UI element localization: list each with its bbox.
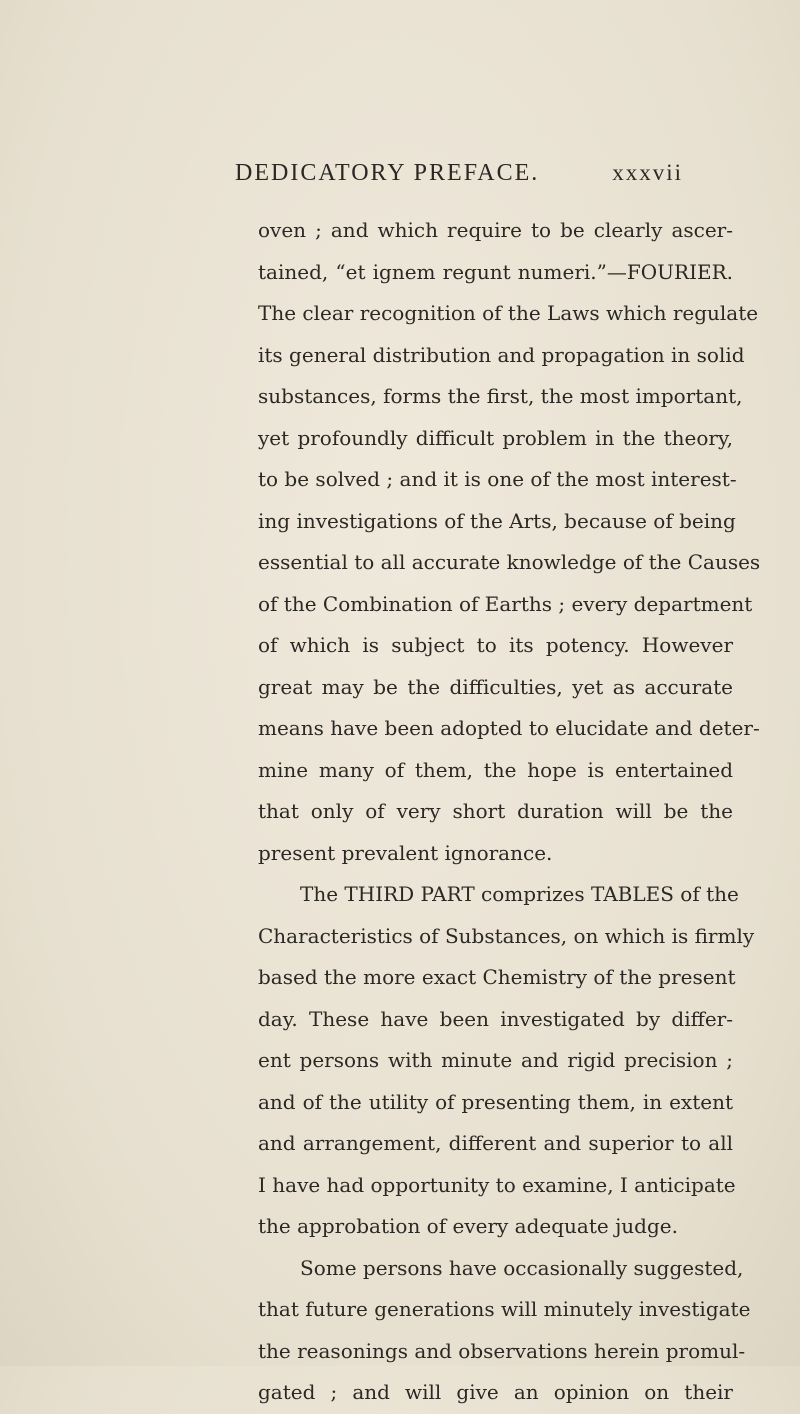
body-text	[258, 210, 761, 1414]
text-line: that only of very short duration will be the	[258, 799, 733, 823]
text-line: great may be the difficulties, yet as accurate	[258, 674, 733, 699]
running-head: DEDICATORY PREFACE.	[235, 160, 540, 186]
text-line: of the Combination of Earths ; every department	[258, 591, 753, 616]
text-line: means have been adopted to elucidate and deter-	[258, 716, 760, 740]
text-line: to be solved ; and it is one of the most interest-	[258, 467, 737, 491]
text-line: Some persons have occasionally suggested,	[300, 1255, 744, 1280]
text-line: and of the utility of presenting them, in extent	[258, 1089, 733, 1114]
text-line: substances, forms the first, the most important,	[258, 384, 743, 408]
text-line: present prevalent ignorance.	[258, 840, 553, 865]
text-line: oven ; and which require to be clearly ascer-	[258, 218, 733, 242]
text-line: based the more exact Chemistry of the present	[258, 965, 736, 989]
text-line: day. These have been investigated by differ-	[258, 1006, 733, 1031]
text-line: the reasonings and observations herein promul-	[258, 1338, 746, 1363]
page-header	[0, 160, 800, 190]
text-line: mine many of them, the hope is entertained	[258, 757, 733, 782]
text-line: ing investigations of the Arts, because of being	[258, 508, 736, 533]
page-number: xxxvii	[612, 160, 683, 185]
text-line: yet profoundly difficult problem in the theory,	[258, 425, 733, 450]
text-line: that future generations will minutely investigate	[258, 1297, 751, 1321]
text-line: essential to all accurate knowledge of the Causes	[258, 550, 761, 574]
text-line: and arrangement, different and superior to all	[258, 1131, 733, 1155]
text-line: tained, “et ignem regunt numeri.”—FOURIER.	[258, 259, 733, 284]
text-line: the approbation of every adequate judge.	[258, 1214, 678, 1238]
text-line: The THIRD PART comprizes TABLES of the	[300, 882, 739, 906]
text-line: of which is subject to its potency. However	[258, 633, 733, 657]
text-line: Characteristics of Substances, on which is firmly	[258, 923, 755, 948]
text-line: ent persons with minute and rigid precision ;	[258, 1048, 733, 1072]
text-line: gated ; and will give an opinion on their	[258, 1380, 733, 1404]
text-line: The clear recognition of the Laws which regulate	[258, 301, 759, 325]
text-line: its general distribution and propagation in solid	[258, 342, 745, 367]
text-line: I have had opportunity to examine, I anticipate	[258, 1172, 736, 1197]
